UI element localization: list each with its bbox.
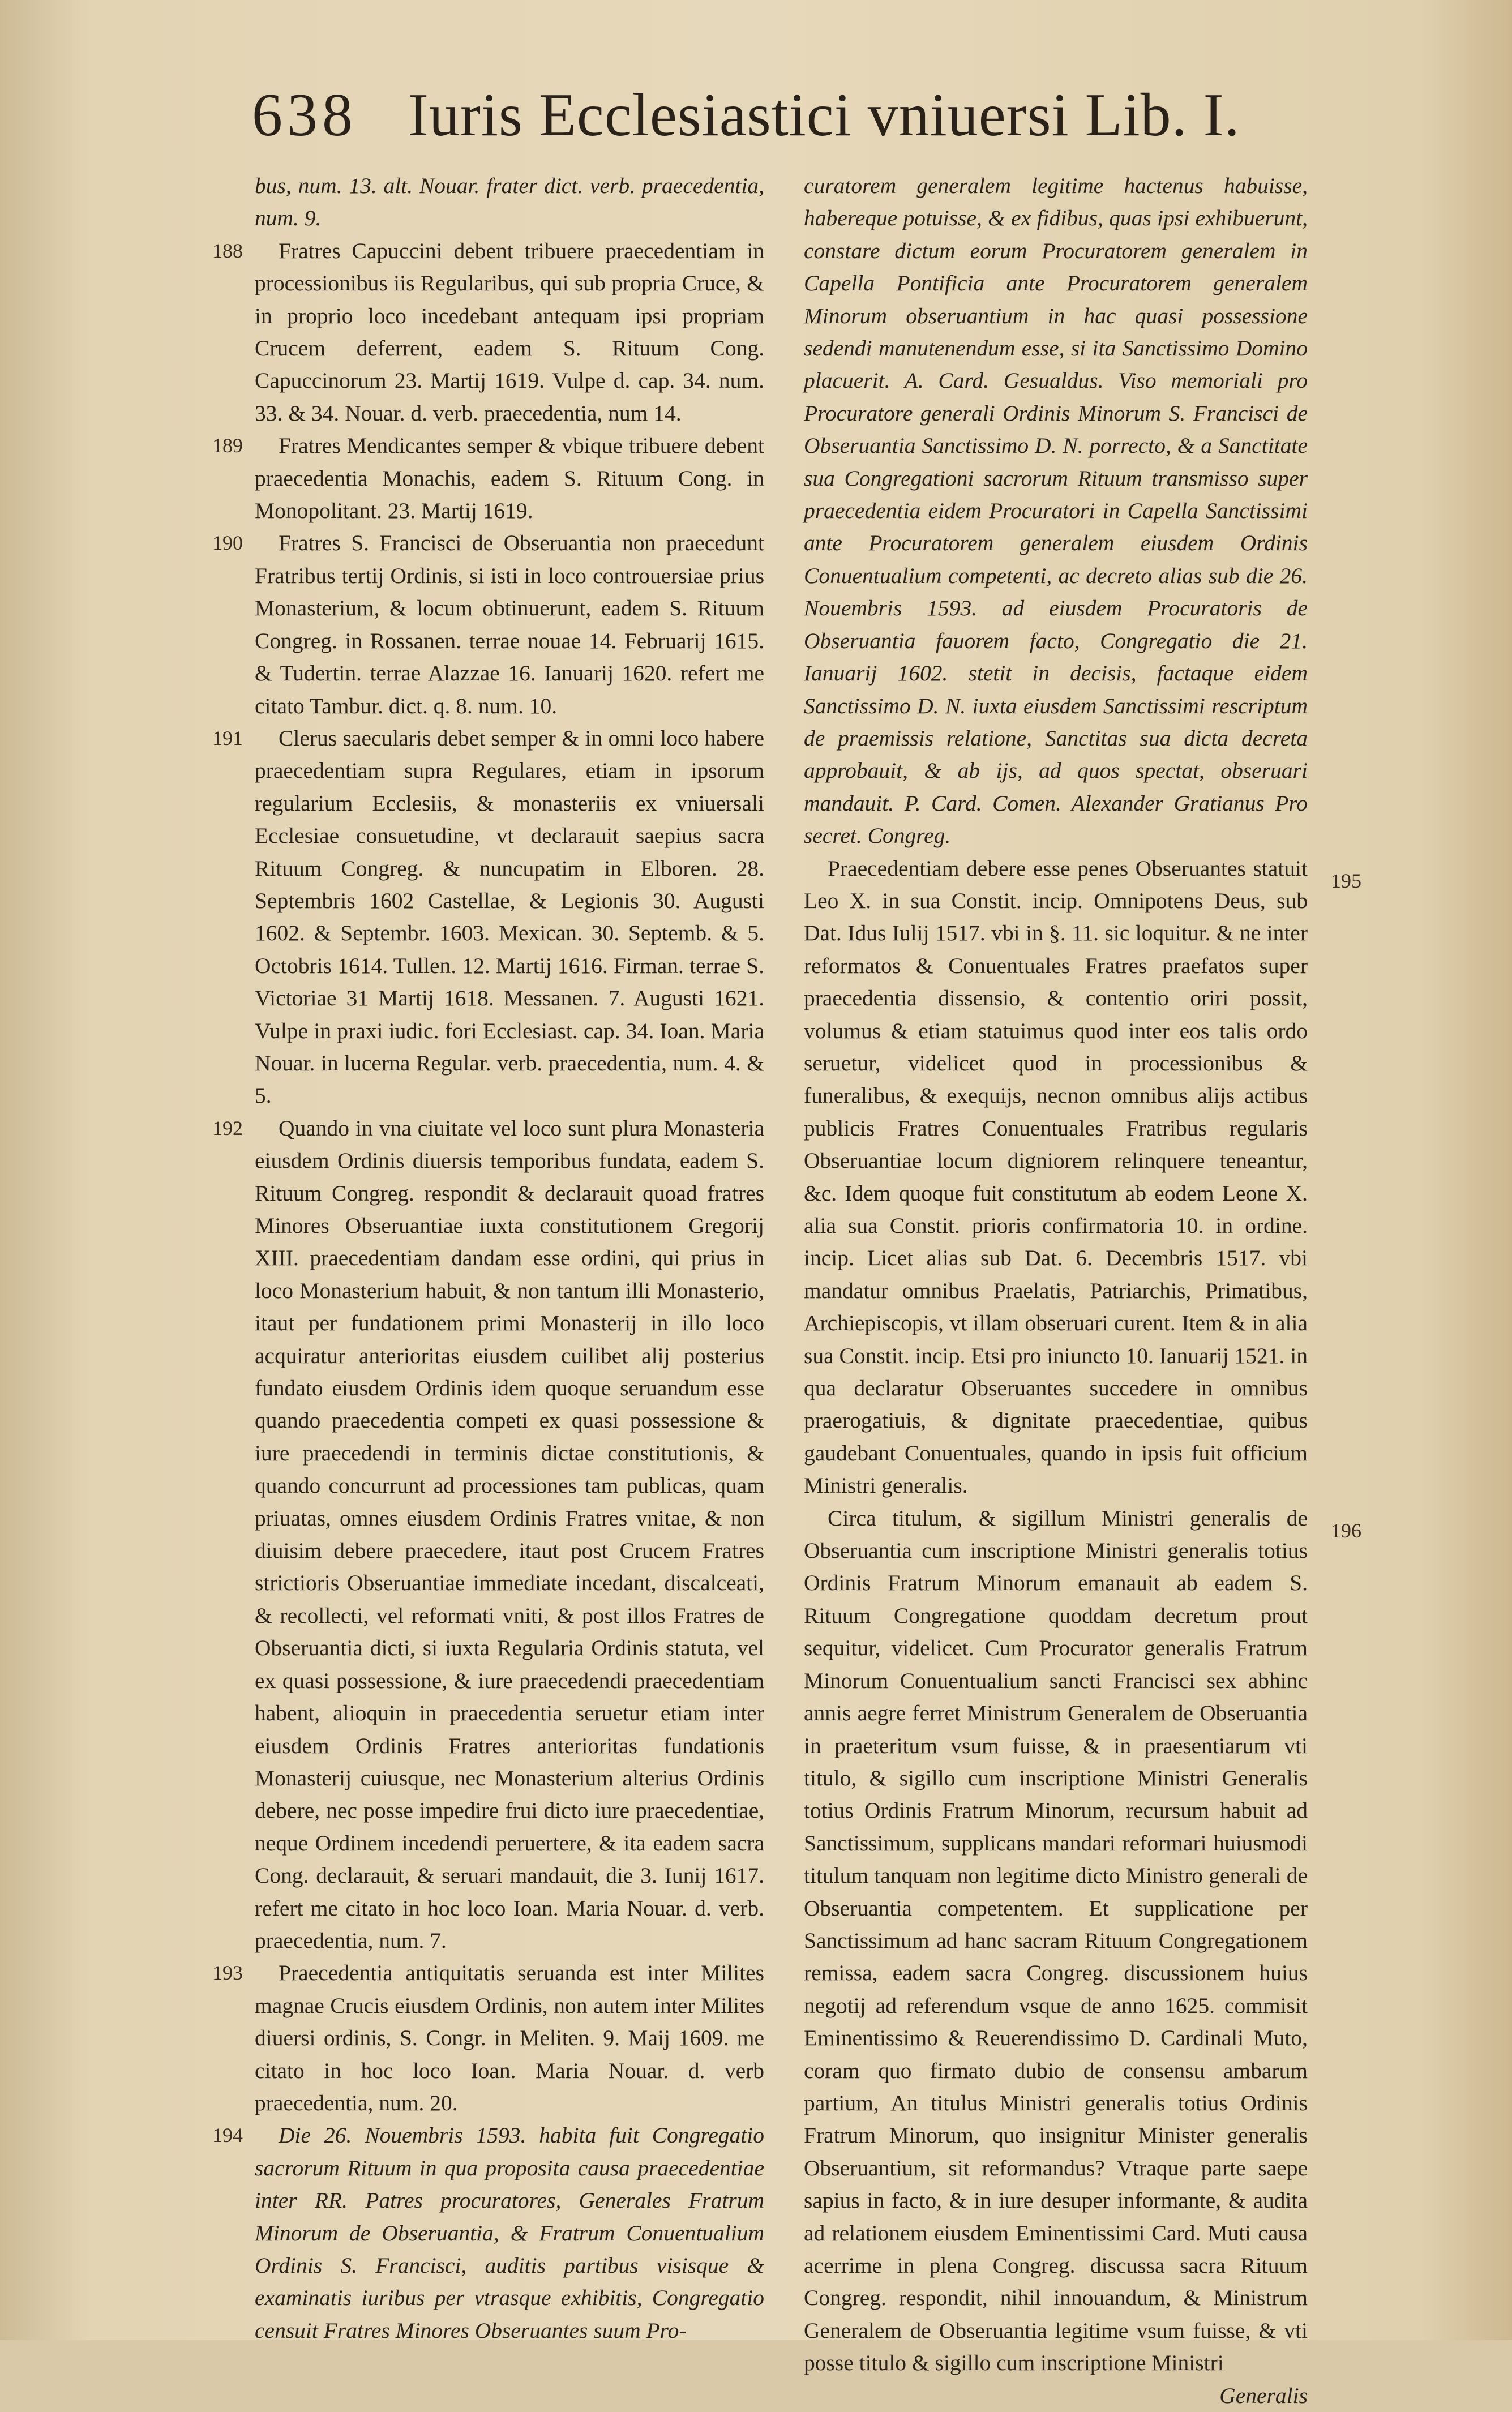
- paragraph-text: Praecedentiam debere esse penes Obseruantes statuit Leo X. in sua Constit. incip. Omnipotens Deus, sub Dat. Idus Iulij 1517. vbi in §. 11. sic loquitur. & ne inter reformatos & Conuentuales Fratres praefatos super praecedentia dissensio, & contentio oriri possit, volumus & etiam statuimus quod inter eos talis ordo seruetur, videlicet quod in processionibus & funeralibus, & exequijs, necnon omnibus alijs actibus publicis Fratres Conuentuales Fratribus regularis Obseruantiae locum digniorem relinquere teneantur, &c. Idem quoque fuit constitutum ab eodem Leone X. alia sua Constit. prioris confirmatoria 10. in ordine. incip. Licet alias sub Dat. 6. Decembris 1517. vbi mandatur omnibus Praelatis, Patriarchis, Primatibus, Archiepiscopis, vt illam obseruari curent. Item & in alia sua Constit. incip. Etsi pro iniuncto 10. Ianuarij 1521. in qua declaratur Obseruantes succedere in omnibus praerogatiuis, & dignitate praecedentiae, quibus gaudebant Conuentuales, quando in ipsis fuit officium Ministri generalis.: [804, 855, 1308, 1498]
- paragraph-continuation: [255, 170, 764, 235]
- paragraph-continuation: [804, 170, 1308, 852]
- paragraph-text: Fratres S. Francisci de Obseruantia non praecedunt Fratribus tertij Ordinis, si isti in loco controuersiae prius Monasterium, & locum obtinuerunt, eadem S. Rituum Congreg. in Rossanen. terrae nouae 14. Februarij 1615. & Tudertin. terrae Alazzae 16. Ianuarij 1620. refert me citato Tambur. dict. q. 8. num. 10.: [255, 530, 764, 718]
- paragraph-195: [804, 852, 1361, 1502]
- right-column: [804, 170, 1361, 2412]
- margin-number: 196: [1331, 1519, 1361, 1542]
- margin-number: 192: [212, 1116, 243, 1139]
- page-number: 638: [252, 82, 357, 149]
- margin-number: 194: [212, 2124, 243, 2147]
- paragraph-196: [804, 1502, 1361, 2380]
- paragraph-193: [212, 1957, 764, 2119]
- paragraph-text: Fratres Capuccini debent tribuere praecedentiam in processionibus iis Regularibus, qui sub propria Cruce, & in proprio loco incedebant antequam ipsi propriam Crucem deferrent, eadem S. Rituum Cong. Capuccinorum 23. Martij 1619. Vulpe d. cap. 34. num. 33. & 34. Nouar. d. verb. praecedentia, num 14.: [255, 238, 764, 426]
- margin-number: 190: [212, 532, 243, 555]
- running-head: Iuris Ecclesiastici vniuersi Lib. I.: [408, 82, 1240, 149]
- paragraph-text: curatorem generalem legitime hactenus habuisse, habereque potuisse, & ex fidibus, quas ipsi exhibuerunt, constare dictum eorum Procuratorem generalem in Capella Pontificia ante Procuratorem generalem Minorum obseruantium in hac quasi possessione sedendi manutenendum esse, si ita Sanctissimo Domino placuerit. A. Card. Gesualdus. Viso memoriali pro Procuratore generali Ordinis Minorum S. Francisci de Obseruantia Sanctissimo D. N. porrecto, & a Sanctitate sua Congregationi sacrorum Rituum transmisso super praecedentia eidem Procuratori in Capella Sanctissimi ante Procuratorem generalem eiusdem Ordinis Conuentualium competenti, ac decreto alias sub die 26. Nouembris 1593. ad eiusdem Procuratoris de Obseruantia fauorem facto, Congregatio die 21. Ianuarij 1602. stetit in decisis, factaque eidem Sanctissimo D. N. iuxta eiusdem Sanctissimi rescriptum de praemissis relatione, Sanctitas sua dicta decreta approbauit, & ab ijs, ad quos spectat, obseruari mandauit. P. Card. Comen. Alexander Gratianus Pro secret. Congreg.: [804, 173, 1308, 849]
- margin-number: 189: [212, 434, 243, 457]
- paragraph-189: [212, 430, 764, 527]
- margin-number: 193: [212, 1961, 243, 1985]
- margin-number: 191: [212, 726, 243, 749]
- paragraph-text: bus, num. 13. alt. Nouar. frater dict. verb. praecedentia, num. 9.: [255, 173, 764, 231]
- catchword: Generalis: [1219, 2383, 1308, 2408]
- paragraph-191: [212, 722, 764, 1112]
- paragraph-192: [212, 1112, 764, 1957]
- paragraph-text: Die 26. Nouembris 1593. habita fuit Congregatio sacrorum Rituum in qua proposita causa praecedentiae inter RR. Patres procuratores, Generales Fratrum Minorum de Obseruantia, & Fratrum Conuentualium Ordinis S. Francisci, auditis partibus visisque & examinatis iuribus per vtrasque exhibitis, Congregatio censuit Fratres Minores Obseruantes suum Pro-: [255, 2123, 764, 2343]
- left-column: [212, 170, 764, 2347]
- page-header: [252, 82, 1327, 158]
- paragraph-194: [212, 2119, 764, 2347]
- margin-number: 188: [212, 239, 243, 262]
- paragraph-text: Fratres Mendicantes semper & vbique tribuere debent praecedentia Monachis, eadem S. Rituum Cong. in Monopolitant. 23. Martij 1619.: [255, 433, 764, 524]
- paragraph-188: [212, 235, 764, 430]
- margin-number: 195: [1331, 869, 1361, 892]
- paragraph-text: Circa titulum, & sigillum Ministri generalis de Obseruantia cum inscriptione Ministri generalis totius Ordinis Fratrum Minorum emanauit ab eadem S. Rituum Congregatione quoddam decretum prout sequitur, videlicet. Cum Procurator generalis Fratrum Minorum Conuentualium sancti Francisci sex abhinc annis aegre ferret Ministrum Generalem de Obseruantia in praeteritum vsum fuisse, & in praesentiarum vti titulo, & sigillo cum inscriptione Ministri Generalis totius Ordinis Fratrum Minorum, recursum habuit ad Sanctissimum, supplicans mandari reformari huiusmodi titulum tanquam non legitime dicto Ministro generali de Obseruantia competentem. Et supplicatione per Sanctissimum ad hanc sacram Rituum Congregationem remissa, eadem sacra Congreg. discussionem huius negotij ad referendum vsque de anno 1625. commisit Eminentissimo & Reuerendissimo D. Cardinali Muto, coram quo firmato dubio de consensu ambarum partium, An titulus Ministri generalis totius Ordinis Fratrum Minorum, quo insignitur Minister generalis Obseruantium, sit reformandus? Vtraque parte saepe sapius in facto, & in iure desuper informante, & audita ad relationem eiusdem Eminentissimi Card. Muti causa acerrime in plena Congreg. discussa sacra Rituum Congreg. respondit, nihil innouandum, & Ministrum Generalem de Obseruantia legitime vsum fuisse, & vti posse titulo & sigillo cum inscriptione Ministri: [804, 1505, 1308, 2376]
- paragraph-text: Quando in vna ciuitate vel loco sunt plura Monasteria eiusdem Ordinis diuersis temporibus fundata, eadem S. Rituum Congreg. respondit & declarauit quoad fratres Minores Obseruantiae iuxta constitutionem Gregorij XIII. praecedentiam dandam esse ordini, qui prius in loco Monasterium habuit, & non tantum illi Monasterio, itaut per fundationem primi Monasterij in illo loco acquiratur anterioritas eiusdem cuilibet alij posterius fundato eiusdem Ordinis idem quoque seruandum esse quando praecedentia competi ex quasi possessione & iure praecedendi in terminis dictae constitutionis, & quando concurrunt ad processiones tam publicas, quam priuatas, omnes eiusdem Ordinis Fratres vnitae, & non diuisim debere praecedere, itaut post Crucem Fratres strictioris Obseruantiae immediate incedant, discalceati, & recollecti, vel reformati vniti, & post illos Fratres de Obseruantia dicti, si iuxta Regularia Ordinis statuta, vel ex quasi possessione, & iure praecedendi praecedentiam habent, alioquin in praecedentia seruetur etiam inter eiusdem Ordinis Fratres anterioritas fundationis Monasterij cuiusque, nec Monasterium alterius Ordinis debere, nec posse impedire frui dicto iure praecedentiae, neque Ordinem incedendi peruertere, & ita eadem sacra Cong. declarauit, & seruari mandauit, die 3. Iunij 1617. refert me citato in hoc loco Ioan. Maria Nouar. d. verb. praecedentia, num. 7.: [255, 1115, 764, 1953]
- paragraph-text: Praecedentia antiquitatis seruanda est inter Milites magnae Crucis eiusdem Ordinis, non autem inter Milites diuersi ordinis, S. Congr. in Meliten. 9. Maij 1609. me citato in hoc loco Ioan. Maria Nouar. d. verb praecedentia, num. 20.: [255, 1960, 764, 2115]
- paragraph-190: [212, 527, 764, 722]
- paragraph-text: Clerus saecularis debet semper & in omni loco habere praecedentiam supra Regulares, etiam in ipsorum regularium Ecclesiis, & monasteriis ex vniuersali Ecclesiae consuetudine, vt declarauit saepius sacra Rituum Congreg. & nuncupatim in Elboren. 28. Septembris 1602 Castellae, & Legionis 30. Augusti 1602. & Septembr. 1603. Mexican. 30. Septemb. & 5. Octobris 1614. Tullen. 12. Martij 1616. Firman. terrae S. Victoriae 31 Martij 1618. Messanen. 7. Augusti 1621. Vulpe in praxi iudic. fori Ecclesiast. cap. 34. Ioan. Maria Nouar. in lucerna Regular. verb. praecedentia, num. 4. & 5.: [255, 725, 764, 1108]
